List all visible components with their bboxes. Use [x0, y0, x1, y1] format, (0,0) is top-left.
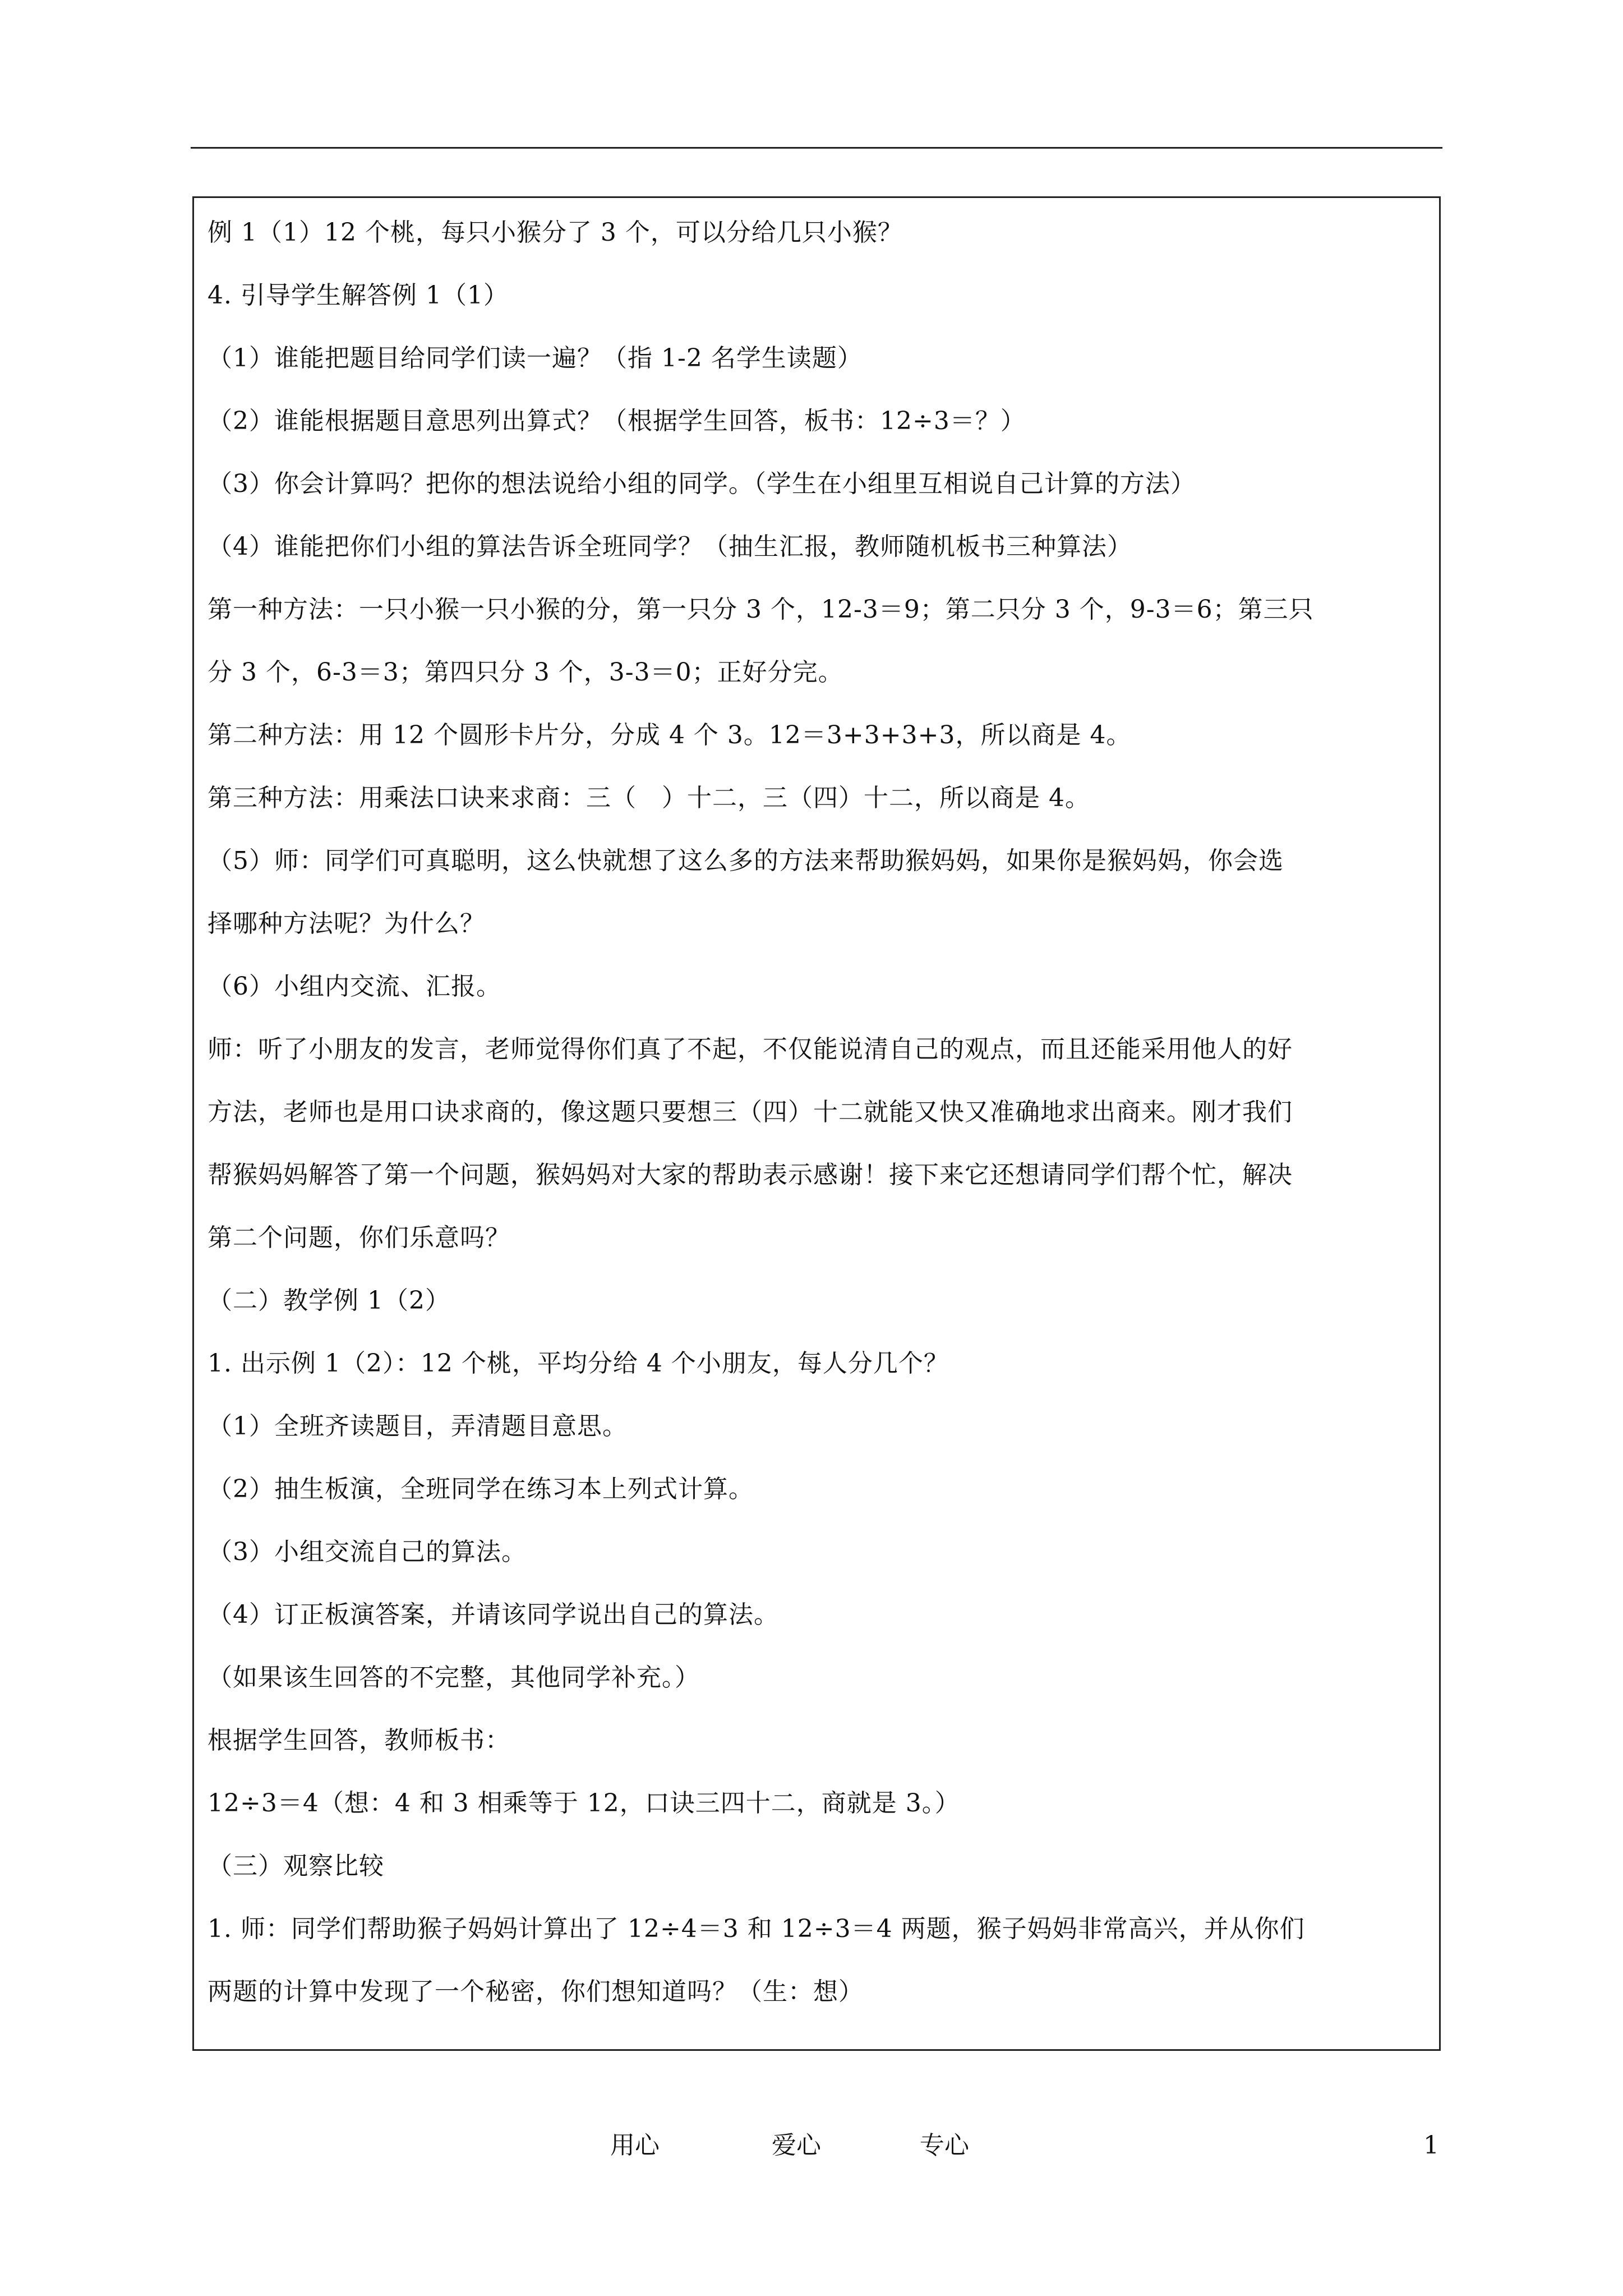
text-line: 两题的计算中发现了一个秘密，你们想知道吗？（生：想）	[208, 1977, 864, 2006]
text-line: （1）谁能把题目给同学们读一遍？（指 1-2 名学生读题）	[208, 344, 863, 372]
text-line: 12÷3＝4（想：4 和 3 相乘等于 12，口诀三四十二，商就是 3。）	[208, 1789, 960, 1818]
text-line: 帮猴妈妈解答了第一个问题，猴妈妈对大家的帮助表示感谢！接下来它还想请同学们帮个忙，解决	[208, 1161, 1293, 1189]
text-line: 第一种方法：一只小猴一只小猴的分，第一只分 3 个，12-3＝9；第二只分 3 个，9-3＝6；第三只	[208, 595, 1314, 624]
text-line: 第二种方法：用 12 个圆形卡片分，分成 4 个 3。12＝3+3+3+3，所以商是 4。	[208, 721, 1132, 749]
text-line: 4. 引导学生解答例 1（1）	[208, 281, 509, 310]
lesson-content-box	[192, 196, 1441, 2051]
text-line: （三）观察比较	[208, 1852, 384, 1880]
footer-word-1: 用心	[610, 2131, 660, 2160]
text-line: 择哪种方法呢？为什么？	[208, 909, 485, 938]
header-rule	[191, 147, 1442, 149]
text-line: 第二个问题，你们乐意吗？	[208, 1223, 510, 1252]
text-line: （4）订正板演答案，并请该同学说出自己的算法。	[208, 1600, 779, 1629]
footer-word-3: 专心	[920, 2131, 969, 2160]
text-line: （3）你会计算吗？把你的想法说给小组的同学。（学生在小组里互相说自己计算的方法）	[208, 470, 1196, 498]
text-line: （4）谁能把你们小组的算法告诉全班同学？（抽生汇报，教师随机板书三种算法）	[208, 532, 1132, 561]
text-line: （2）抽生板演，全班同学在练习本上列式计算。	[208, 1475, 754, 1503]
footer-word-2: 爱心	[772, 2131, 821, 2160]
text-line: 师：听了小朋友的发言，老师觉得你们真了不起，不仅能说清自己的观点，而且还能采用他人的好	[208, 1035, 1293, 1064]
text-line: （1）全班齐读题目，弄清题目意思。	[208, 1412, 628, 1441]
text-line: 1. 出示例 1（2）：12 个桃，平均分给 4 个小朋友，每人分几个？	[208, 1349, 949, 1378]
text-line: （二）教学例 1（2）	[208, 1286, 450, 1315]
text-line: （3）小组交流自己的算法。	[208, 1538, 527, 1566]
text-line: 第三种方法：用乘法口诀来求商：三（ ）十二，三（四）十二，所以商是 4。	[208, 784, 1090, 812]
text-line: 分 3 个，6-3＝3；第四只分 3 个，3-3＝0；正好分完。	[208, 658, 843, 687]
text-line: （6）小组内交流、汇报。	[208, 972, 501, 1001]
text-line: 根据学生回答，教师板书：	[208, 1726, 510, 1755]
page-number: 1	[1423, 2131, 1439, 2160]
text-line: 1. 师：同学们帮助猴子妈妈计算出了 12÷4＝3 和 12÷3＝4 两题，猴子妈妈非常高兴，并从你们	[208, 1915, 1305, 1943]
text-line: （5）师：同学们可真聪明，这么快就想了这么多的方法来帮助猴妈妈，如果你是猴妈妈，你会选	[208, 846, 1284, 875]
text-line: 方法，老师也是用口诀求商的，像这题只要想三（四）十二就能又快又准确地求出商来。刚才我们	[208, 1098, 1293, 1126]
text-line: （2）谁能根据题目意思列出算式？（根据学生回答，板书：12÷3＝？）	[208, 407, 1026, 435]
text-line: 例 1（1）12 个桃，每只小猴分了 3 个，可以分给几只小猴？	[208, 218, 903, 247]
text-line: （如果该生回答的不完整，其他同学补充。）	[208, 1663, 700, 1692]
